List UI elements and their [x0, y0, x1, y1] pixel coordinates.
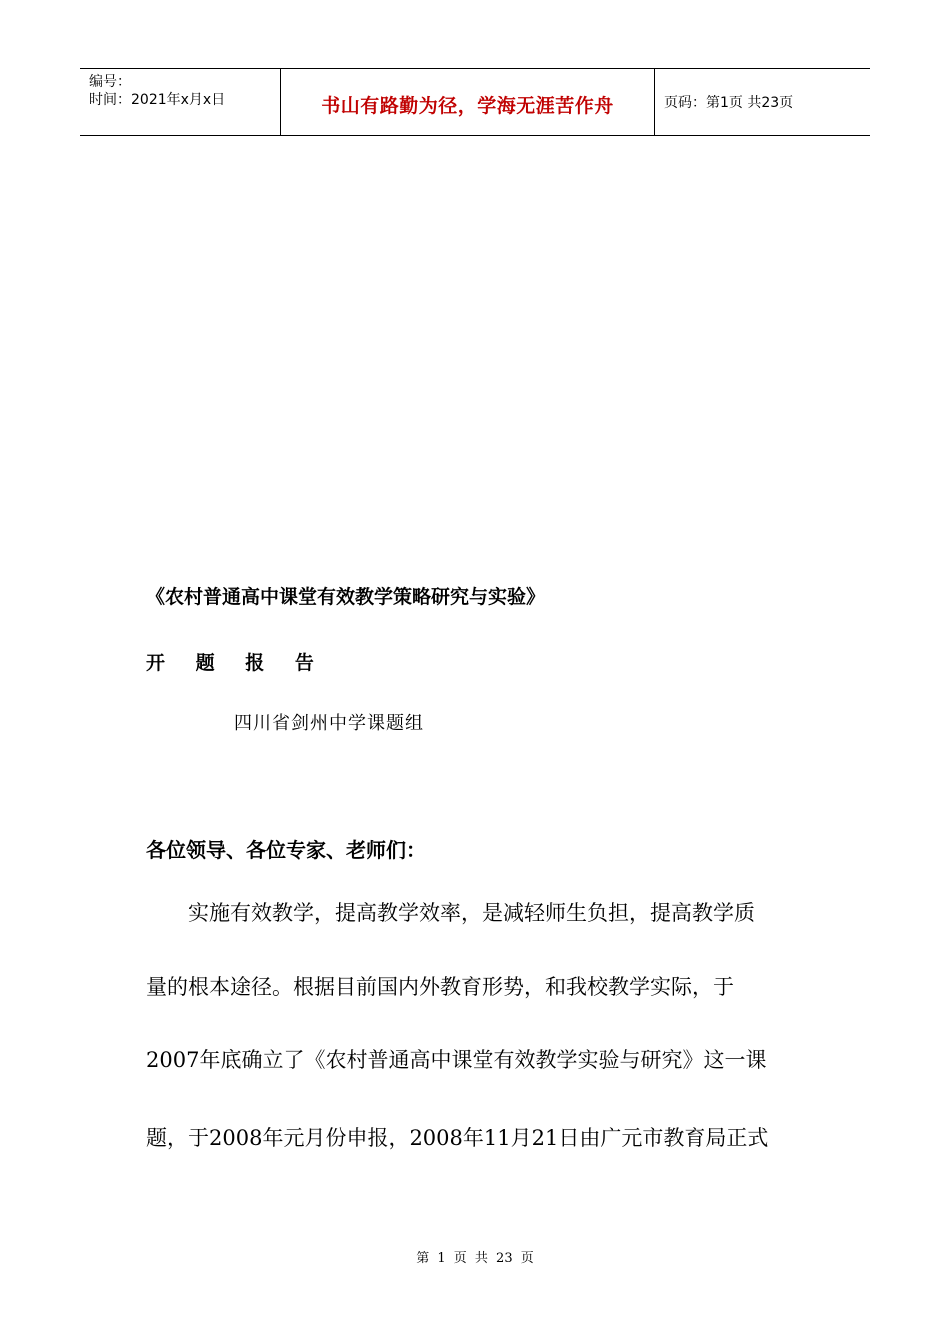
salutation: 各位领导、各位专家、老师们：	[146, 838, 426, 862]
header-motto: 书山有路勤为径，学海无涯苦作舟	[321, 94, 614, 117]
document-subtitle: 开 题 报 告	[146, 652, 326, 674]
page-header	[80, 68, 870, 136]
paragraph-line: 2007年底确立了《农村普通高中课堂有效教学实验与研究》这一课	[146, 1048, 767, 1072]
header-page-info: 页码：第1页 共23页	[664, 95, 794, 111]
header-page-cell	[655, 69, 870, 135]
paragraph-line: 题，于2008年元月份申报，2008年11月21日由广元市教育局正式	[146, 1126, 769, 1150]
paragraph-line: 量的根本途径。根据目前国内外教育形势，和我校教学实际，于	[146, 975, 734, 999]
page-footer: 第 1 页 共 23 页	[416, 1251, 534, 1266]
document-date-label: 时间：2021年x月x日	[89, 92, 226, 108]
paragraph-line: 实施有效教学，提高教学效率，是减轻师生负担，提高教学质	[188, 901, 755, 925]
organization-name: 四川省剑州中学课题组	[234, 713, 424, 734]
header-meta-cell	[80, 69, 281, 135]
document-title: 《农村普通高中课堂有效教学策略研究与实验》	[146, 586, 546, 608]
header-motto-cell	[281, 69, 655, 135]
document-number-label: 编号：	[89, 74, 131, 90]
